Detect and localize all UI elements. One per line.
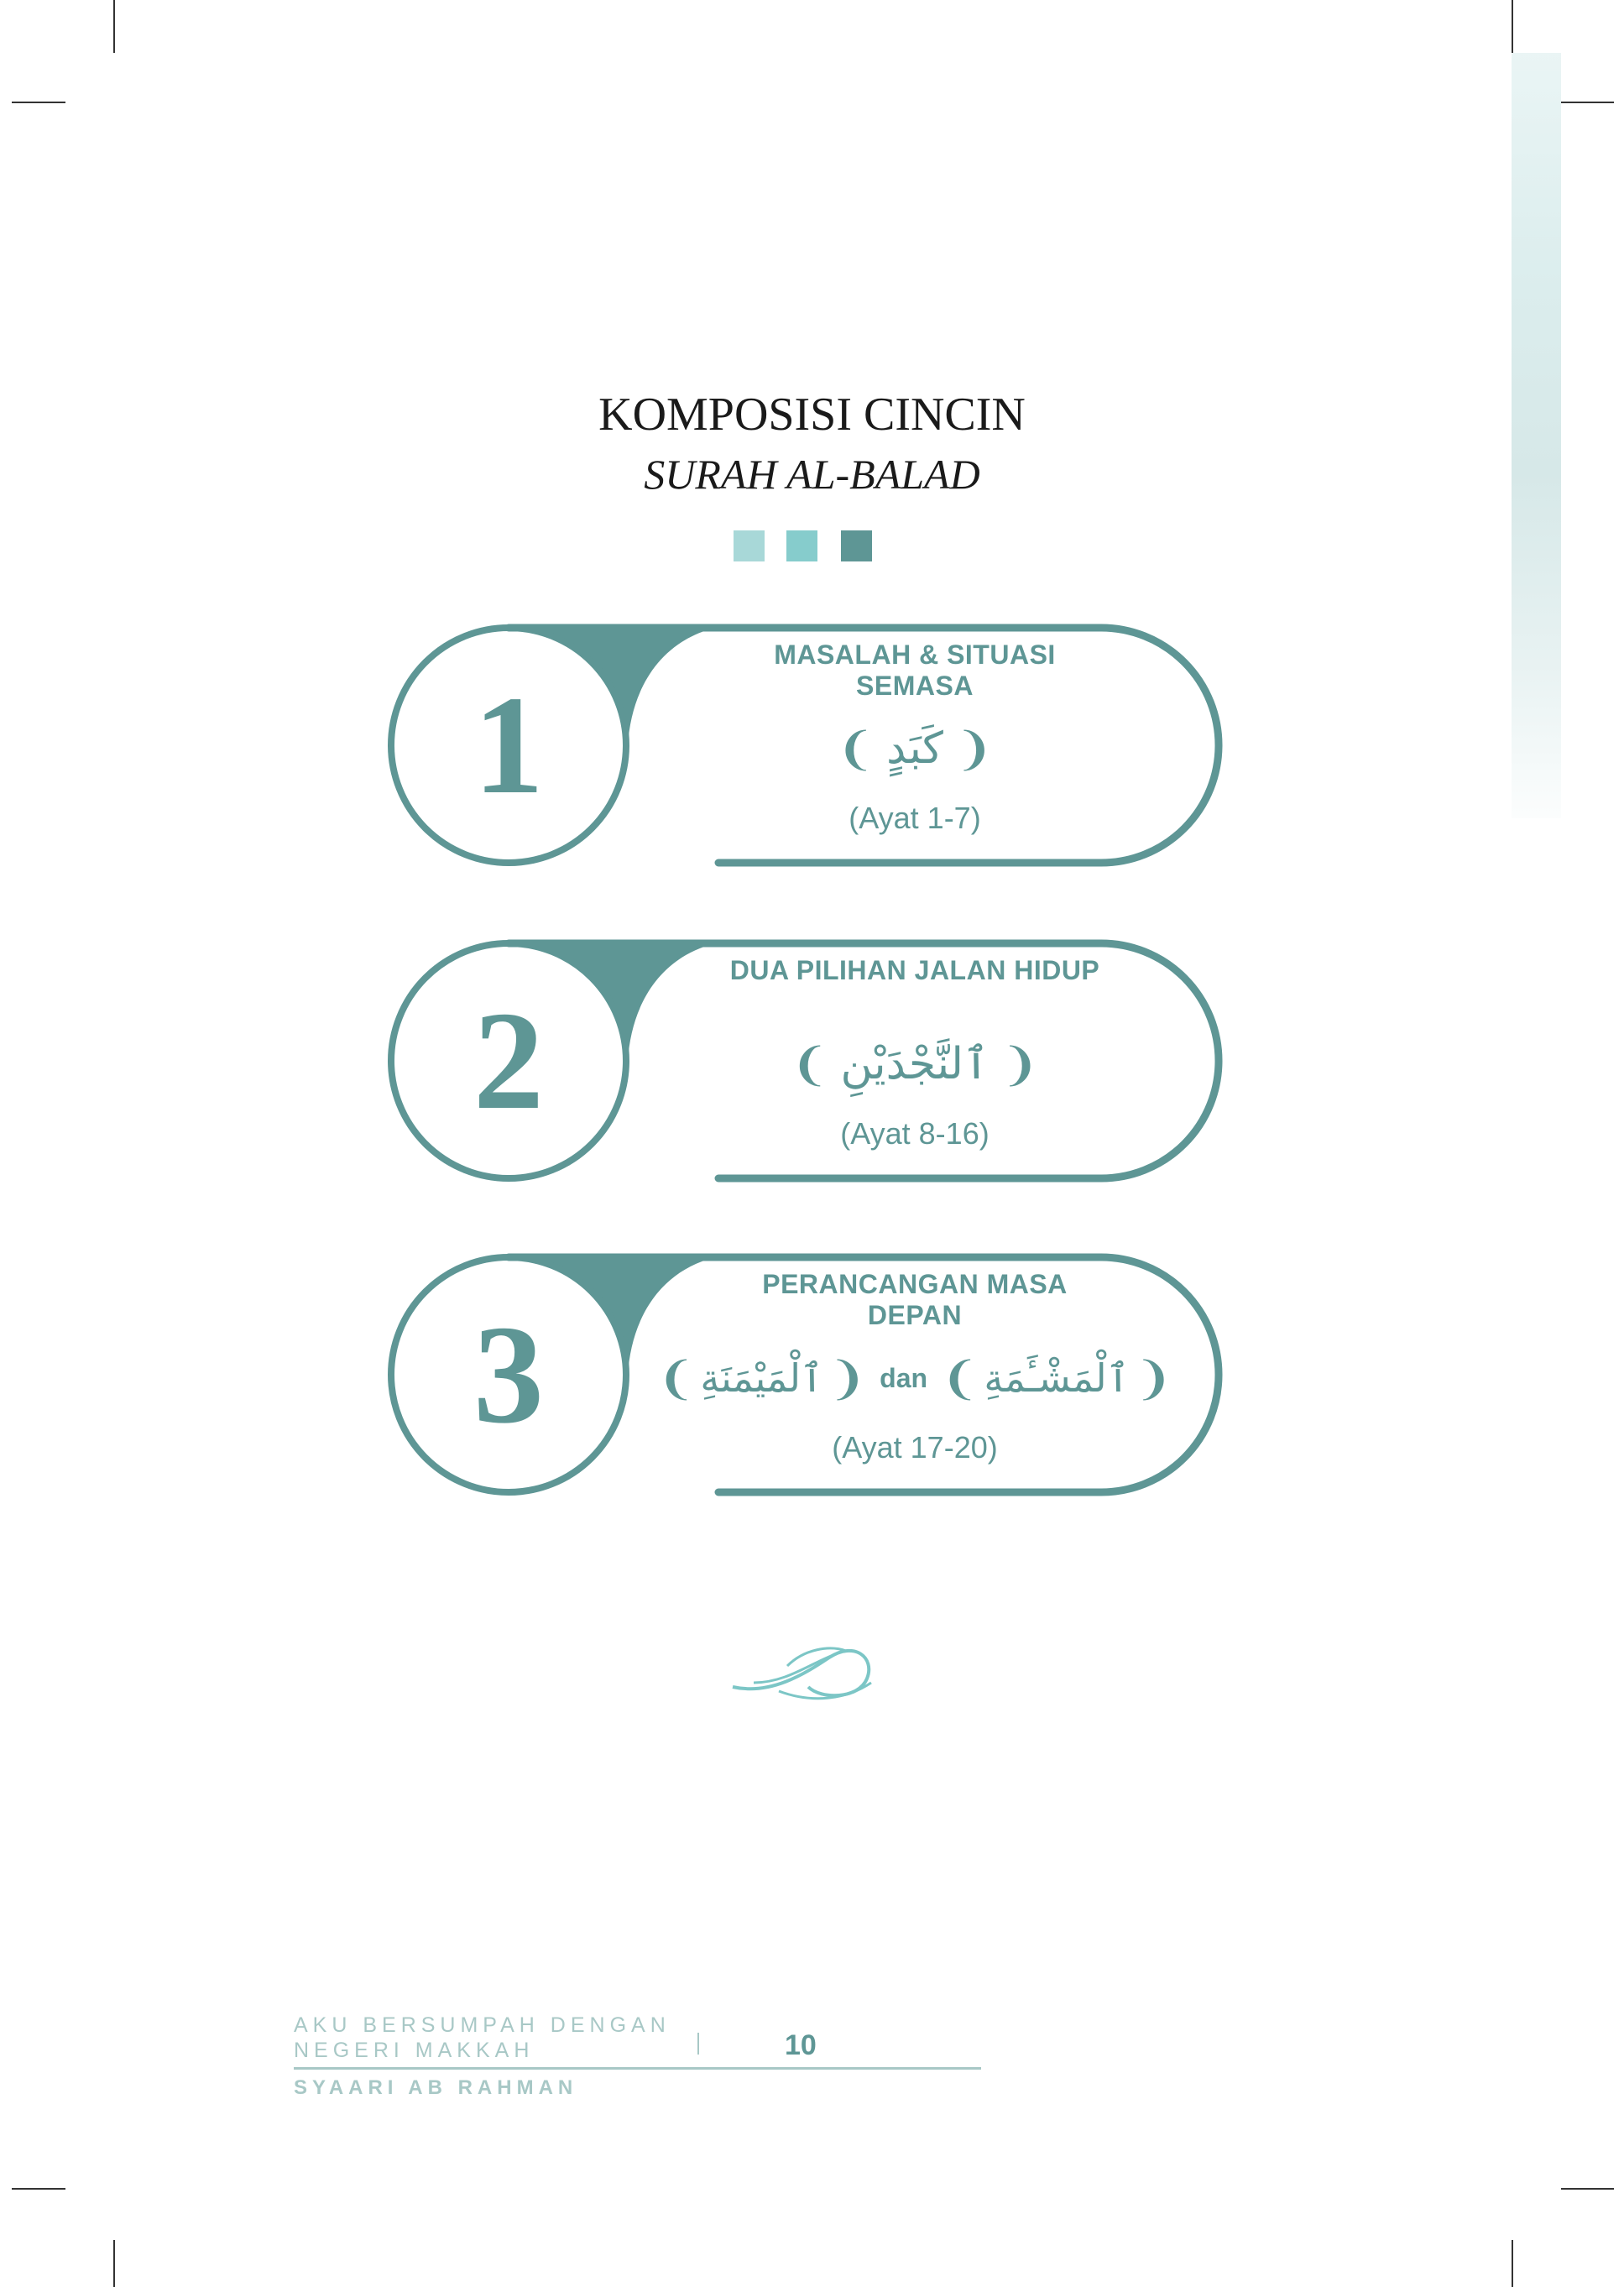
- arabic-word: ٱلنَّجْدَيْنِ: [840, 1039, 990, 1089]
- footer-separator: [697, 2033, 699, 2055]
- section-heading: PERANCANGAN MASA DEPAN: [762, 1269, 1068, 1330]
- crop-mark: [113, 0, 115, 53]
- section-number: 3: [473, 1297, 544, 1453]
- crop-mark: [12, 102, 65, 103]
- section-number: 2: [473, 983, 544, 1139]
- page-subtitle: SURAH AL-BALAD: [644, 451, 980, 498]
- page-title: KOMPOSISI CINCIN: [598, 389, 1026, 441]
- crop-mark: [1561, 102, 1614, 103]
- ornate-bracket-icon: ❨: [657, 1351, 696, 1405]
- section-heading: MASALAH & SITUASI SEMASA: [774, 640, 1056, 701]
- footer-divider: [294, 2067, 981, 2070]
- ornate-bracket-icon: ❨: [836, 722, 875, 775]
- book-title-line1: AKU BERSUMPAH DENGAN: [294, 2013, 671, 2037]
- swirl-ornament-icon: [728, 1641, 880, 1708]
- section-heading: DUA PILIHAN JALAN HIDUP: [729, 955, 1100, 985]
- ornate-bracket-icon: ❨: [941, 1351, 979, 1405]
- ayat-range: (Ayat 17-20): [832, 1430, 998, 1465]
- section-card-2: [386, 938, 1225, 1183]
- ayat-range: (Ayat 8-16): [840, 1116, 990, 1151]
- crop-mark: [12, 2188, 65, 2190]
- arabic-word: ٱلْمَشْـَٔمَةِ: [984, 1355, 1130, 1401]
- author-name: SYAARI AB RAHMAN: [294, 2076, 578, 2099]
- crop-mark: [1512, 2240, 1513, 2287]
- section-card-3: [386, 1252, 1225, 1497]
- decor-square-light: [734, 530, 765, 561]
- decor-square-dark: [841, 530, 872, 561]
- connector-word: dan: [880, 1362, 928, 1393]
- ayat-range: (Ayat 1-7): [849, 801, 981, 835]
- arabic-word: كَبَدٍ: [886, 723, 943, 774]
- section-number: 1: [473, 667, 544, 823]
- ornate-bracket-icon: ❨: [791, 1037, 829, 1091]
- arabic-keywords: [638, 1336, 1192, 1420]
- crop-mark: [1561, 2188, 1614, 2190]
- ornate-bracket-icon: ❩: [828, 1351, 867, 1405]
- ornate-bracket-icon: ❩: [954, 722, 994, 775]
- book-title: [294, 2013, 671, 2063]
- arabic-keyword: [663, 707, 1167, 791]
- book-title-line2: NEGERI MAKKAH: [294, 2039, 535, 2062]
- crop-mark: [113, 2240, 115, 2287]
- crop-mark: [1512, 0, 1513, 53]
- page-number: 10: [785, 2029, 817, 2061]
- ornate-bracket-icon: ❩: [1134, 1351, 1172, 1405]
- section-card-1: [386, 623, 1225, 868]
- ornate-bracket-icon: ❩: [1000, 1037, 1039, 1091]
- arabic-keyword: [663, 1022, 1167, 1106]
- arabic-word: ٱلْمَيْمَنَةِ: [700, 1355, 823, 1401]
- decor-square-mid: [786, 530, 817, 561]
